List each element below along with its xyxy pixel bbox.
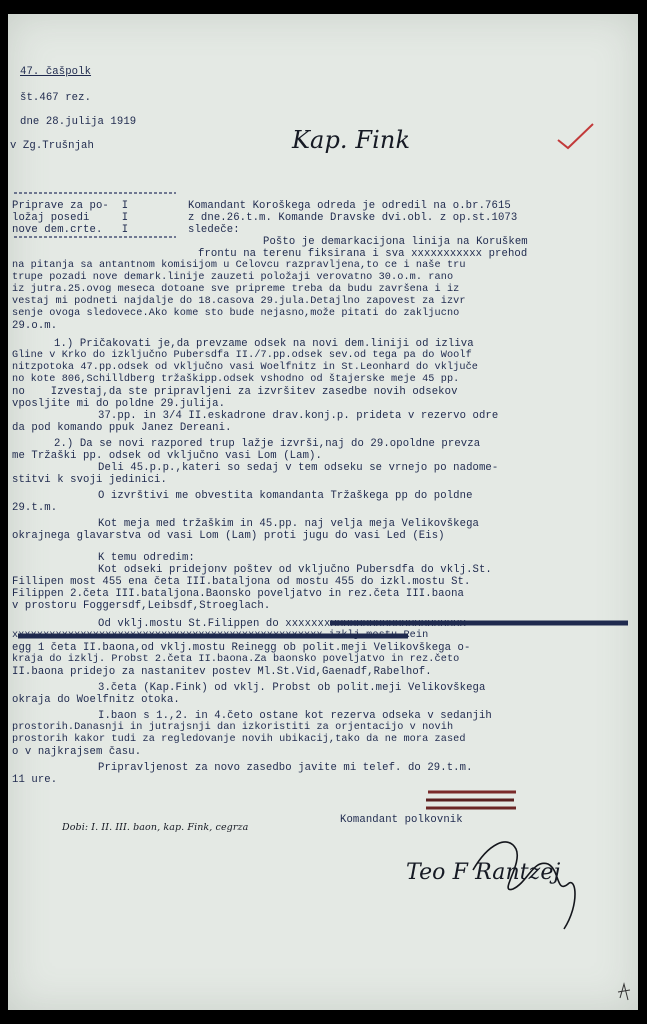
document-date: dne 28.julija 1919 [20, 116, 137, 128]
document-number: št.467 rez. [20, 92, 92, 104]
body-line: trupe pozadi nove demark.linije zauzeti položaji verovatno 30.o.m. rano [12, 272, 454, 283]
body-line: no Izvestaj,da ste pripravljeni za izvršitev zasedbe novih odsekov [12, 386, 458, 398]
body-line: z dne.26.t.m. Komande Dravske dvi.obl. z op.st.1073 [188, 212, 518, 224]
subject-line-1: Priprave za po- I [12, 200, 129, 212]
body-line: okrajnega glavarstva od vasi Lom (Lam) proti jugu do vasi Led (Eis) [12, 530, 445, 542]
body-line: Kot meja med tržaškim in 45.pp. naj velja meja Velikovškega [98, 518, 479, 530]
body-line: Deli 45.p.p.,kateri so sedaj v tem odseku se vrnejo po nadome- [98, 462, 499, 474]
body-line: stitvi k svoji jedinici. [12, 474, 167, 486]
body-line: na pitanja sa antantnom komisijom u Celovcu razpravljena,to ce i naše tru [12, 260, 466, 271]
body-line: kraja do izklj. Probst 2.četa II.baona.Za baonsko poveljatvo in rez.četo [12, 654, 460, 665]
handwritten-addressee: Kap. Fink [292, 126, 411, 154]
subject-line-2: ložaj posedi I [12, 212, 129, 224]
body-line: 29.o.m. [12, 320, 58, 332]
body-line: sledeče: [188, 224, 240, 236]
body-line: prostorih.Danasnji in jutrajsnji dan izkoristiti za orjentacijo v novih [12, 722, 454, 733]
body-line: no kote 806,Schilldberg tržaškipp.odsek vshodno od štajerske meje 45 pp. [12, 374, 460, 385]
distribution-note: Dobi: I. II. III. baon, kap. Fink, cegrza [62, 822, 249, 833]
body-line: frontu na terenu fiksirana i sva xxxxxxxxxxx prehod [198, 248, 528, 260]
red-check-mark [558, 124, 593, 148]
body-line: 11 ure. [12, 774, 58, 786]
body-line: I.baon s 1.,2. in 4.četo ostane kot rezerva odseka v sedanjih [98, 710, 492, 722]
body-line: 2.) Da se novi razpored trup lažje izvrši,naj do 29.opoldne prevza [54, 438, 481, 450]
body-line: Od vklj.mostu St.Filippen do xxxxxxxxxxxxxxxxxxxxxxxxxxxx [98, 618, 467, 630]
body-line: nitzpotoka 47.pp.odsek od vključno vasi Woelfnitz in St.Leonhard do vključe [12, 362, 479, 373]
body-line: O izvrštivi me obvestita komandanta Tržaškega pp do poldne [98, 490, 473, 502]
body-line: Pošto je demarkacijona linija na Koruškem [263, 236, 528, 248]
body-line: egg 1 četa II.baona,od vklj.mostu Reinegg ob polit.meji Velikovškega o- [12, 642, 471, 654]
body-line: o v najkrajsem času. [12, 746, 142, 758]
body-line: K temu odredim: [98, 552, 195, 564]
signature-title: Komandant polkovnik [340, 814, 463, 826]
body-line: okraja do Woelfnitz otoka. [12, 694, 180, 706]
margin-scribble [618, 984, 630, 1000]
body-line: Kot odseki pridejonv poštev od vključno Pubersdfa do vklj.St. [98, 564, 492, 576]
unit-name: 47. čašpolk [20, 66, 92, 78]
body-line: 3.četa (Kap.Fink) od vklj. Probst ob polit.meji Velikovškega [98, 682, 486, 694]
body-line: iz jutra.25.ovog meseca dotoane sve pripreme treba da budu završena i iz [12, 284, 460, 295]
body-line: Filippen 2.četa III.bataljona.Baonsko poveljatvo in rez.četa III.baona [12, 588, 465, 600]
body-line: 29.t.m. [12, 502, 58, 514]
body-line: II.baona pridejo za nastanitev postev Ml.St.Vid,Gaenadf,Rabelhof. [12, 666, 432, 678]
body-line: 1.) Pričakovati je,da prevzame odsek na novi dem.liniji od izliva [54, 338, 474, 350]
body-line: me Tržaški pp. odsek od vključno vasi Lom (Lam). [12, 450, 322, 462]
body-line: Fillipen most 455 ena četa III.bataljona od mostu 455 do izkl.mostu St. [12, 576, 471, 588]
document-page [8, 14, 638, 1010]
body-line: v prostoru Foggersdf,Leibsdf,Stroeglach. [12, 600, 271, 612]
body-line: Pripravljenost za novo zasedbo javite mi telef. do 29.t.m. [98, 762, 473, 774]
body-line: Komandant Koroškega odreda je odredil na o.br.7615 [188, 200, 511, 212]
body-line: da pod komando ppuk Janez Dereani. [12, 422, 232, 434]
body-line: vposljite mi do poldne 29.julija. [12, 398, 226, 410]
body-line: senje ovoga sledovece.Ako kome sto bude nejasno,može pitati do zakljucno [12, 308, 460, 319]
body-line: prostorih kakor tudi za regledovanje novih ubikacij,tako da ne mora zased [12, 734, 466, 745]
body-line: 37.pp. in 3/4 II.eskadrone drav.konj.p. prideta v rezervo odre [98, 410, 499, 422]
body-line: xxxxxxxxxxxxxxxxxxxxxxxxxxxxxxxxxxxxxxxxxxxxxxxxxx izklj.mostu Rein [12, 630, 429, 641]
body-line: vestaj mi podneti najdalje do 18.casova 29.jula.Detajlno zapovest za izvr [12, 296, 466, 307]
document-place: v Zg.Trušnjah [10, 140, 94, 152]
body-line: Gline v Krko do izključno Pubersdfa II./7.pp.odsek sev.od tega pa do Woolf [12, 350, 472, 361]
subject-line-3: nove dem.crte. I [12, 224, 129, 236]
handwritten-signature: Teo F Rantzej [406, 860, 561, 885]
